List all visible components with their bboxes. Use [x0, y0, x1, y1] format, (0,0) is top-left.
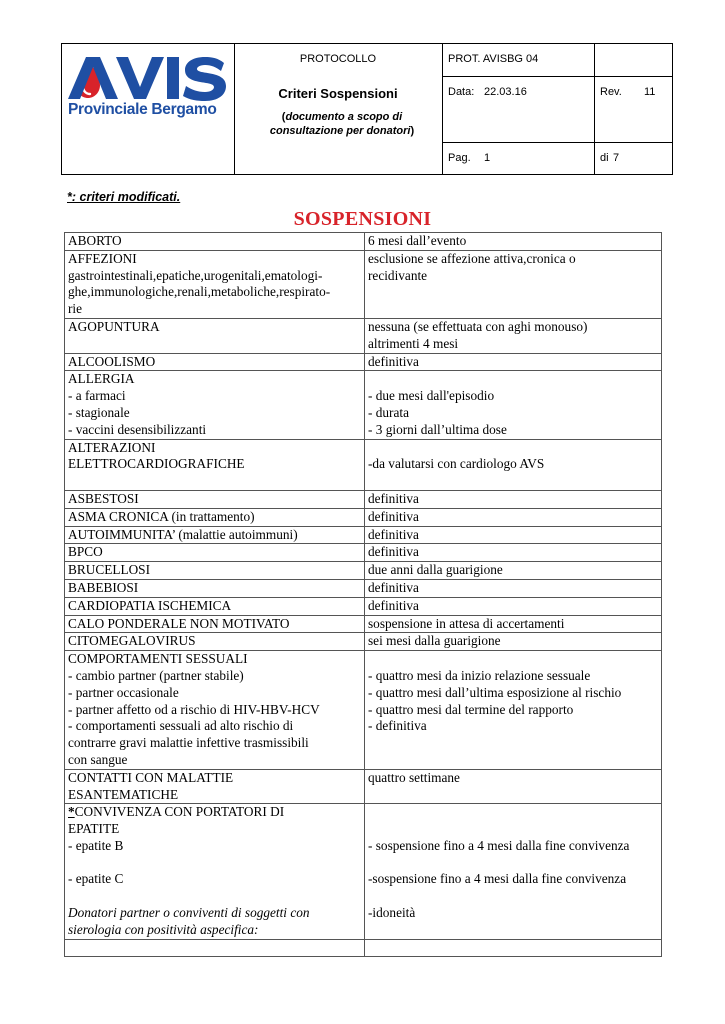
criterion-line: [68, 456, 361, 473]
table-row: [65, 633, 662, 651]
page-label: Pag.: [448, 152, 471, 164]
document-subtitle-text: documento a scopo di consultazione per donatori: [269, 111, 411, 137]
criterion-cell: [65, 353, 365, 371]
table-row: [65, 597, 662, 615]
line-text: contrarre gravi malattie infettive trasmissibili: [68, 735, 309, 751]
criterion-line: [68, 354, 361, 371]
suspension-line: [368, 752, 658, 769]
suspension-line: [368, 616, 658, 633]
suspension-line: [368, 509, 658, 526]
revision-label: Rev.: [600, 86, 622, 98]
criterion-line: [68, 855, 361, 872]
suspension-line: [368, 544, 658, 561]
line-text: [368, 922, 371, 937]
criterion-cell: [65, 633, 365, 651]
suspension-line: [368, 651, 658, 668]
line-text: -idoneità: [368, 905, 416, 921]
suspension-cell: [365, 804, 662, 939]
line-text: - durata: [368, 404, 409, 420]
document-header: [61, 43, 673, 175]
criterion-line: [68, 905, 361, 922]
suspension-line: [368, 422, 658, 439]
line-text: - partner occasionale: [68, 684, 179, 700]
line-text: [368, 855, 371, 870]
line-text: - sospensione fino a 4 mesi dalla fine convivenza: [368, 837, 630, 853]
table-row: [65, 939, 662, 957]
criterion-line: [68, 940, 361, 957]
table-row: [65, 371, 662, 439]
line-text: - partner affetto od a rischio di HIV-HBV-HCV: [68, 701, 320, 717]
suspension-line: [368, 718, 658, 735]
line-text: CONVIVENZA CON PORTATORI DI: [74, 804, 285, 820]
line-text: con sangue: [68, 751, 128, 767]
suspension-cell: [365, 508, 662, 526]
document-subtitle: (documento a scopo di consultazione per donatori): [269, 111, 415, 137]
criterion-cell: [65, 579, 365, 597]
criterion-line: [68, 405, 361, 422]
line-text: definitiva: [368, 508, 419, 524]
suspension-line: [368, 491, 658, 508]
line-text: [368, 821, 371, 836]
line-text: definitiva: [368, 526, 419, 542]
table-row: [65, 439, 662, 490]
criterion-cell: [65, 439, 365, 490]
criterion-line: [68, 922, 361, 939]
line-text: ELETTROCARDIOGRAFICHE: [68, 456, 245, 472]
avis-logo: [66, 53, 229, 148]
suspension-cell: [365, 633, 662, 651]
line-text: CONTATTI CON MALATTIE: [68, 769, 234, 785]
suspension-line: [368, 702, 658, 719]
line-text: ASMA CRONICA (in trattamento): [68, 508, 255, 524]
criterion-cell: [65, 804, 365, 939]
line-text: [368, 301, 371, 316]
line-text: - cambio partner (partner stabile): [68, 667, 244, 683]
modified-criteria-note: *: criteri modificati.: [67, 190, 181, 204]
suspension-line: [368, 821, 658, 838]
criterion-cell: [65, 250, 365, 318]
line-text: definitiva: [368, 353, 419, 369]
suspension-line: [368, 440, 658, 457]
line-text: [368, 440, 371, 455]
line-text: [368, 804, 371, 819]
criterion-line: [68, 509, 361, 526]
modified-marker: *: [68, 804, 75, 820]
line-text: 6 mesi dall’evento: [368, 233, 467, 248]
revision-cell: [594, 44, 672, 174]
criterion-line: [68, 473, 361, 490]
line-text: - quattro mesi dal termine del rapporto: [368, 701, 574, 717]
line-text: - quattro mesi da inizio relazione sessuale: [368, 667, 591, 683]
criterion-line: [68, 685, 361, 702]
line-text: - a farmaci: [68, 388, 126, 404]
criterion-line: [68, 491, 361, 508]
table-row: [65, 804, 662, 939]
suspension-cell: [365, 562, 662, 580]
suspension-line: [368, 527, 658, 544]
criterion-line: [68, 616, 361, 633]
criterion-line: [68, 821, 361, 838]
line-text: gastrointestinali,epatiche,urogenitali,ematologi-: [68, 267, 323, 283]
line-text: recidivante: [368, 267, 428, 283]
line-text: quattro settimane: [368, 769, 460, 785]
criterion-cell: [65, 939, 365, 957]
page-value: 1: [484, 152, 491, 164]
criterion-line: [68, 598, 361, 615]
criterion-line: [68, 319, 361, 336]
suspension-cell: [365, 250, 662, 318]
criterion-line: [68, 702, 361, 719]
suspension-cell: [365, 769, 662, 804]
criterion-cell: [65, 544, 365, 562]
criterion-cell: [65, 371, 365, 439]
suspension-line: [368, 598, 658, 615]
line-text: [368, 787, 371, 802]
line-text: [368, 888, 371, 903]
line-text: definitiva: [368, 597, 419, 613]
page-total-label: di: [600, 152, 609, 164]
criterion-line: [68, 633, 361, 650]
line-text: [68, 473, 71, 488]
criterion-cell: [65, 526, 365, 544]
suspension-line: [368, 787, 658, 804]
table-row: [65, 250, 662, 318]
suspension-cell: [365, 318, 662, 353]
suspension-cell: [365, 579, 662, 597]
suspension-line: [368, 838, 658, 855]
line-text: - stagionale: [68, 404, 130, 420]
line-text: - epatite B: [68, 837, 124, 853]
line-text: rie: [68, 301, 83, 317]
criterion-line: [68, 752, 361, 769]
criterion-line: [68, 388, 361, 405]
criterion-line: [68, 527, 361, 544]
line-text: ALCOOLISMO: [68, 353, 156, 369]
suspension-line: [368, 319, 658, 336]
criterion-cell: [65, 651, 365, 770]
suspension-cell: [365, 439, 662, 490]
criterion-line: [68, 787, 361, 804]
line-text: - epatite C: [68, 871, 124, 887]
criterion-line: [68, 888, 361, 905]
suspension-table: [64, 232, 662, 957]
line-text: AUTOIMMUNITA’ (malattie autoimmuni): [68, 526, 298, 542]
criterion-line: [68, 838, 361, 855]
criterion-line: [68, 770, 361, 787]
criterion-line: [68, 336, 361, 353]
line-text: - vaccini desensibilizzanti: [68, 421, 207, 437]
criterion-cell: [65, 233, 365, 251]
line-text: - comportamenti sessuali ad alto rischio di: [68, 718, 294, 734]
criterion-line: [68, 544, 361, 561]
line-text: due anni dalla guarigione: [368, 562, 503, 578]
suspension-line: [368, 268, 658, 285]
criterion-line: [68, 562, 361, 579]
suspension-line: [368, 251, 658, 268]
suspension-cell: [365, 615, 662, 633]
table-row: [65, 233, 662, 251]
line-text: [68, 940, 71, 955]
criterion-line: [68, 284, 361, 301]
line-text: - due mesi dall'episodio: [368, 388, 495, 404]
line-text: altrimenti 4 mesi: [368, 335, 459, 351]
criterion-line: [68, 804, 361, 821]
table-row: [65, 615, 662, 633]
table-row: [65, 579, 662, 597]
line-text: [368, 752, 371, 767]
suspension-line: [368, 336, 658, 353]
criterion-line: [68, 871, 361, 888]
line-text: [68, 336, 71, 351]
suspension-line: [368, 888, 658, 905]
suspension-cell: [365, 597, 662, 615]
criterion-cell: [65, 769, 365, 804]
logo-cell: [62, 44, 235, 174]
document-title: Criteri Sospensioni: [278, 86, 398, 101]
table-row: [65, 490, 662, 508]
line-text: AGOPUNTURA: [68, 318, 160, 334]
criterion-cell: [65, 615, 365, 633]
suspension-cell: [365, 526, 662, 544]
line-text: - quattro mesi dall’ultima esposizione al rischio: [368, 684, 622, 700]
suspension-line: [368, 940, 658, 957]
criterion-line: [68, 440, 361, 457]
line-text: esclusione se affezione attiva,cronica o: [368, 250, 576, 266]
suspension-line: [368, 804, 658, 821]
criterion-line: [68, 233, 361, 250]
table-row: [65, 544, 662, 562]
line-text: sei mesi dalla guarigione: [368, 633, 501, 649]
criterion-cell: [65, 318, 365, 353]
line-text: ASBESTOSI: [68, 490, 139, 506]
table-row: [65, 651, 662, 770]
criterion-line: [68, 580, 361, 597]
line-text: ABORTO: [68, 233, 122, 248]
date-label: Data:: [448, 86, 475, 98]
criterion-line: [68, 371, 361, 388]
suspension-line: [368, 905, 658, 922]
suspension-line: [368, 388, 658, 405]
criterion-cell: [65, 508, 365, 526]
suspension-line: [368, 633, 658, 650]
criterion-cell: [65, 562, 365, 580]
line-text: - 3 giorni dall’ultima dose: [368, 421, 507, 437]
line-text: [368, 735, 371, 750]
line-text: [368, 651, 371, 666]
line-text: COMPORTAMENTI SESSUALI: [68, 651, 248, 667]
suspension-line: [368, 233, 658, 250]
table-row: [65, 769, 662, 804]
suspension-line: [368, 770, 658, 787]
line-text: [68, 888, 71, 903]
line-text: -sospensione fino a 4 mesi dalla fine convivenza: [368, 871, 627, 887]
date-value: 22.03.16: [484, 86, 527, 98]
line-text: -da valutarsi con cardiologo AVS: [368, 456, 545, 472]
suspension-cell: [365, 939, 662, 957]
suspension-line: [368, 871, 658, 888]
revision-value: 11: [644, 86, 656, 98]
line-text: CARDIOPATIA ISCHEMICA: [68, 597, 232, 613]
line-text: CITOMEGALOVIRUS: [68, 633, 196, 649]
line-text: Donatori partner o conviventi di soggetti con: [68, 905, 310, 921]
line-text: definitiva: [368, 579, 419, 595]
suspension-line: [368, 922, 658, 939]
criterion-cell: [65, 490, 365, 508]
suspension-line: [368, 685, 658, 702]
criterion-line: [68, 718, 361, 735]
line-text: [368, 284, 371, 299]
criterion-line: [68, 651, 361, 668]
suspension-cell: [365, 233, 662, 251]
line-text: BPCO: [68, 544, 103, 560]
table-row: [65, 562, 662, 580]
table-row: [65, 526, 662, 544]
title-cell: [234, 44, 443, 174]
line-text: nessuna (se effettuata con aghi monouso): [368, 318, 588, 334]
avis-logo-mark: [66, 53, 229, 103]
suspension-cell: [365, 353, 662, 371]
table-row: [65, 508, 662, 526]
suspension-line: [368, 371, 658, 388]
table-row: [65, 318, 662, 353]
suspension-cell: [365, 544, 662, 562]
criterion-line: [68, 422, 361, 439]
line-text: definitiva: [368, 544, 419, 560]
criterion-line: [68, 301, 361, 318]
line-text: sierologia con positività aspecifica:: [68, 921, 259, 937]
suspension-line: [368, 855, 658, 872]
reference-code: PROT. AVISBG 04: [448, 53, 539, 65]
line-text: ghe,immunologiche,renali,metaboliche,respirato-: [68, 284, 331, 300]
suspension-line: [368, 405, 658, 422]
suspension-line: [368, 473, 658, 490]
logo-text: Provinciale Bergamo: [68, 101, 217, 118]
line-text: ESANTEMATICHE: [68, 786, 179, 802]
line-text: EPATITE: [68, 821, 120, 837]
line-text: BABEBIOSI: [68, 579, 139, 595]
line-text: [368, 473, 371, 488]
line-text: [368, 940, 371, 955]
suspension-line: [368, 735, 658, 752]
line-text: ALLERGIA: [68, 371, 135, 387]
line-text: CALO PONDERALE NON MOTIVATO: [68, 615, 290, 631]
criterion-line: [68, 251, 361, 268]
suspension-line: [368, 354, 658, 371]
page-title: SOSPENSIONI: [293, 208, 432, 230]
suspension-line: [368, 284, 658, 301]
table-row: [65, 353, 662, 371]
reference-cell: [442, 44, 595, 174]
criterion-line: [68, 668, 361, 685]
page-total-value: 7: [613, 152, 620, 164]
criterion-line: [68, 268, 361, 285]
criterion-line: [68, 735, 361, 752]
suspension-line: [368, 668, 658, 685]
suspension-line: [368, 562, 658, 579]
protocol-label: PROTOCOLLO: [299, 53, 377, 65]
line-text: ALTERAZIONI: [68, 439, 156, 455]
line-text: [368, 371, 371, 386]
line-text: BRUCELLOSI: [68, 562, 151, 578]
line-text: definitiva: [368, 490, 419, 506]
suspension-cell: [365, 651, 662, 770]
line-text: [68, 855, 71, 870]
line-text: AFFEZIONI: [68, 250, 137, 266]
line-text: - definitiva: [368, 718, 427, 734]
suspension-line: [368, 301, 658, 318]
suspension-line: [368, 456, 658, 473]
suspension-cell: [365, 371, 662, 439]
suspension-line: [368, 580, 658, 597]
suspension-cell: [365, 490, 662, 508]
line-text: sospensione in attesa di accertamenti: [368, 615, 565, 631]
criterion-cell: [65, 597, 365, 615]
